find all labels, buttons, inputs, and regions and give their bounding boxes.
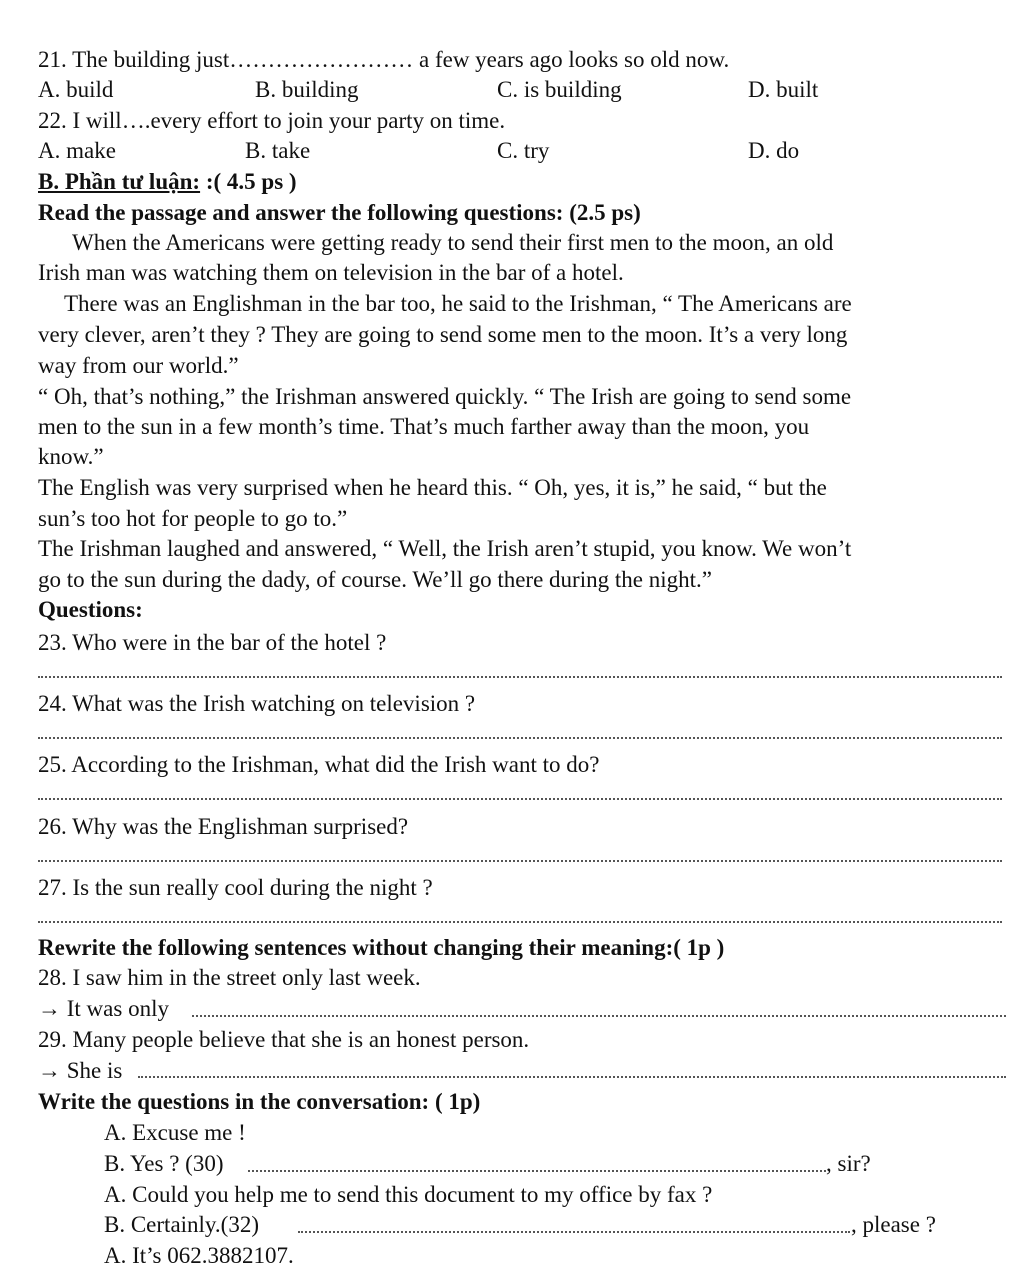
section-b-score: :( 4.5 ps ) [200, 169, 297, 194]
conversation-line-3: A. Could you help me to send this document to my office by fax ? [104, 1182, 713, 1207]
section-b-title: B. Phần tư luận: [38, 169, 201, 194]
q22-option-a: A. make [38, 138, 116, 163]
passage-line-4: very clever, aren’t they ? They are going to send some men to the moon. It’s a very long [38, 322, 848, 347]
conversation-line-4-end: , please ? [851, 1212, 936, 1237]
answer-line-26[interactable] [38, 860, 1002, 862]
reading-heading: Read the passage and answer the following questions: (2.5 ps) [38, 200, 641, 225]
q21-option-b: B. building [255, 77, 359, 102]
q29-prompt: → She is [38, 1058, 123, 1083]
q22-option-c: C. try [497, 138, 550, 163]
conversation-line-1: A. Excuse me ! [104, 1120, 246, 1145]
question-25: 25. According to the Irishman, what did the Irish want to do? [38, 752, 600, 777]
passage-line-3: There was an Englishman in the bar too, he said to the Irishman, “ The Americans are [64, 291, 852, 316]
passage-line-5: way from our world.” [38, 353, 239, 378]
question-22-stem: 22. I will….every effort to join your party on time. [38, 108, 506, 133]
question-27: 27. Is the sun really cool during the night ? [38, 875, 433, 900]
passage-line-7: men to the sun in a few month’s time. That’s much farther away than the moon, you [38, 414, 810, 439]
conversation-line-4-start: B. Certainly.(32) [104, 1212, 260, 1237]
section-b-heading [38, 167, 297, 197]
q21-option-d: D. built [748, 77, 819, 102]
question-28: 28. I saw him in the street only last week. [38, 965, 421, 990]
answer-line-25[interactable] [38, 798, 1002, 800]
q28-prompt: → It was only [38, 996, 169, 1021]
question-26: 26. Why was the Englishman surprised? [38, 814, 409, 839]
q22-option-b: B. take [245, 138, 311, 163]
question-21-stem: 21. The building just…………………… a few years ago looks so old now. [38, 47, 730, 72]
conversation-heading: Write the questions in the conversation: ( 1p) [38, 1089, 481, 1114]
passage-line-2: Irish man was watching them on television in the bar of a hotel. [38, 260, 624, 285]
answer-line-24[interactable] [38, 737, 1002, 739]
passage-line-12: go to the sun during the dady, of course. We’ll go there during the night.” [38, 567, 712, 592]
conversation-line-5: A. It’s 062.3882107. [104, 1243, 294, 1268]
q22-option-d: D. do [748, 138, 800, 163]
answer-line-32[interactable] [298, 1231, 850, 1233]
passage-line-1: When the Americans were getting ready to send their first men to the moon, an old [72, 230, 834, 255]
passage-line-10: sun’s too hot for people to go to.” [38, 506, 348, 531]
conversation-line-2-start: B. Yes ? (30) [104, 1151, 224, 1176]
passage-line-6: “ Oh, that’s nothing,” the Irishman answered quickly. “ The Irish are going to send some [38, 384, 852, 409]
rewrite-heading: Rewrite the following sentences without changing their meaning:( 1p ) [38, 935, 725, 960]
answer-line-23[interactable] [38, 676, 1002, 678]
passage-line-9: The English was very surprised when he heard this. “ Oh, yes, it is,” he said, “ but the [38, 475, 827, 500]
passage-line-8: know.” [38, 444, 104, 469]
q21-option-a: A. build [38, 77, 114, 102]
q21-option-c: C. is building [497, 77, 622, 102]
questions-heading: Questions: [38, 597, 143, 622]
passage-line-11: The Irishman laughed and answered, “ Well, the Irish aren’t stupid, you know. We won’t [38, 536, 852, 561]
answer-line-28[interactable] [192, 1015, 1006, 1017]
answer-line-29[interactable] [138, 1076, 1006, 1078]
answer-line-27[interactable] [38, 921, 1002, 923]
question-29: 29. Many people believe that she is an honest person. [38, 1027, 530, 1052]
answer-line-30[interactable] [248, 1170, 826, 1172]
question-23: 23. Who were in the bar of the hotel ? [38, 630, 387, 655]
conversation-line-2-end: , sir? [826, 1151, 871, 1176]
question-24: 24. What was the Irish watching on television ? [38, 691, 476, 716]
